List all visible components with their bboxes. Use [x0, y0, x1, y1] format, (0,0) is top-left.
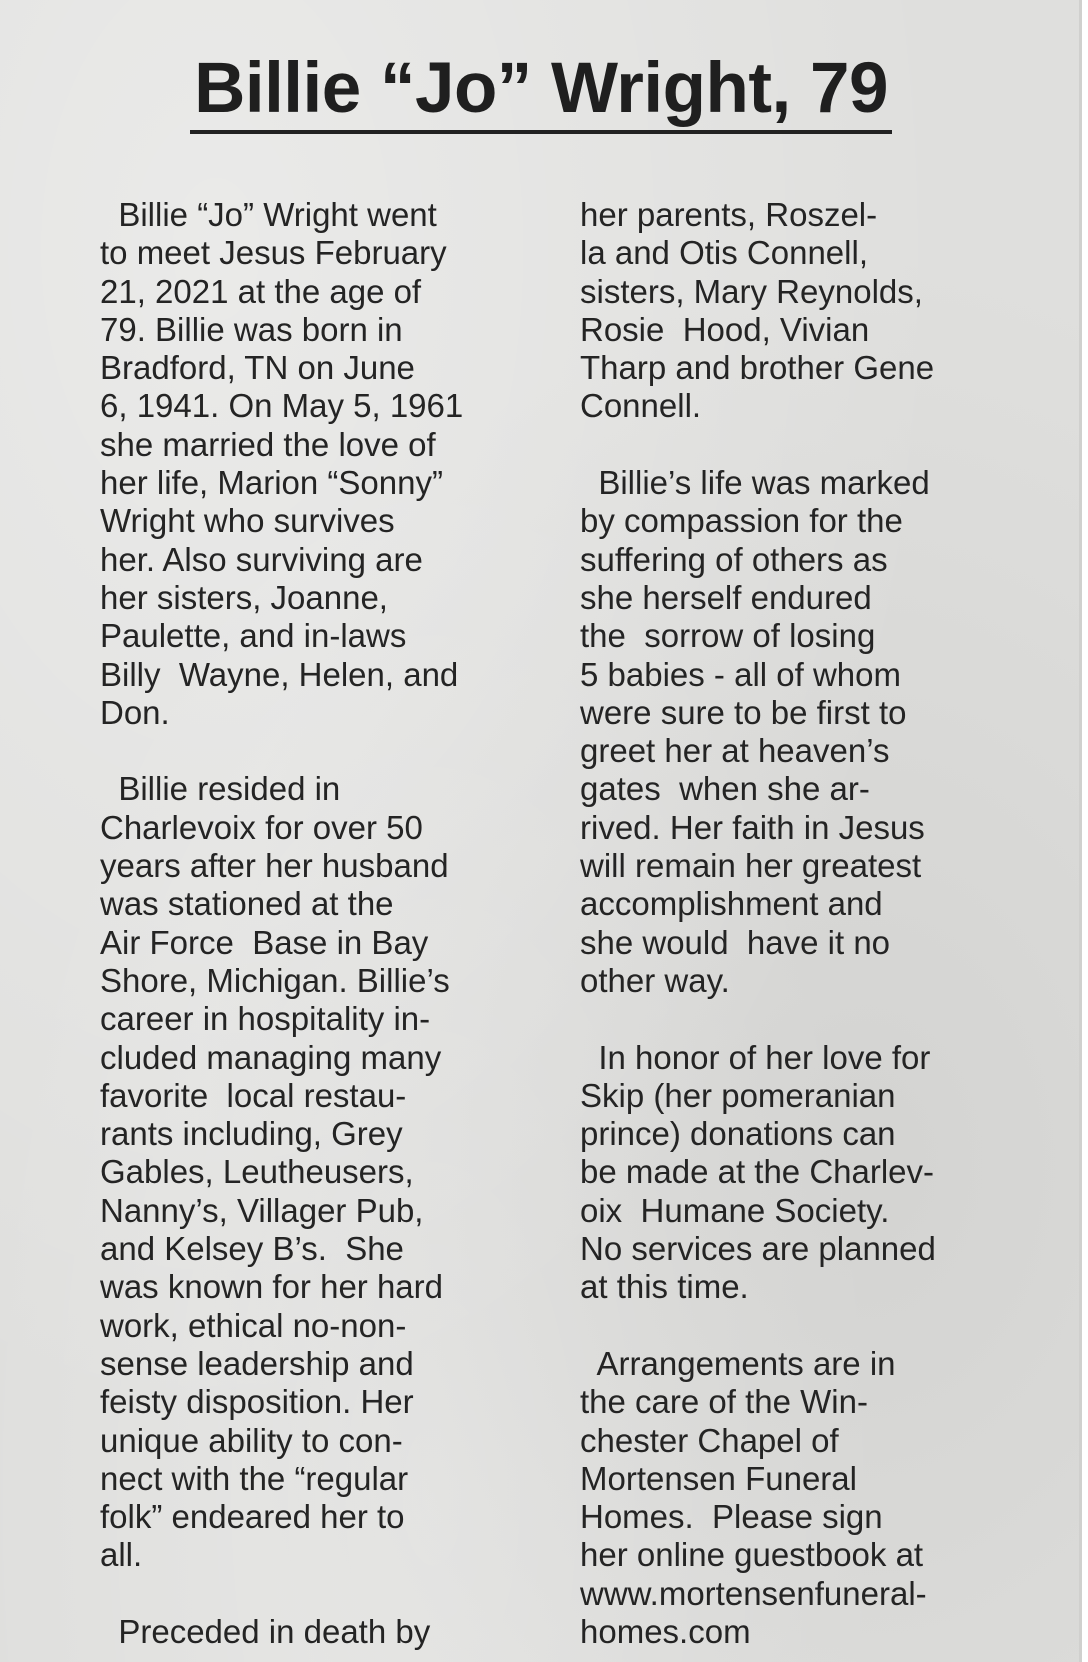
text-line: Preceded in death by	[100, 1612, 431, 1650]
text-line: sisters, Mary Reynolds,	[580, 272, 923, 310]
text-line: accomplishment and	[580, 885, 883, 923]
text-line: nect with the “regular	[100, 1459, 409, 1497]
text-line: homes.com	[580, 1612, 751, 1650]
paragraph-gap	[580, 426, 936, 464]
text-line: will remain her greatest	[580, 847, 922, 885]
text-line: Wright who survives	[100, 502, 395, 540]
text-line: Rosie Hood, Vivian	[580, 310, 870, 348]
text-line: to meet Jesus February	[100, 234, 447, 272]
text-line: was stationed at the	[100, 885, 394, 923]
text-line: were sure to be first to	[580, 693, 907, 731]
text-line: by compassion for the	[580, 502, 903, 540]
text-line: greet her at heaven’s	[580, 732, 890, 770]
text-line: the sorrow of losing	[580, 617, 876, 655]
text-line: career in hospitality in-	[100, 1000, 431, 1038]
text-line: feisty disposition. Her	[100, 1383, 414, 1421]
text-line: prince) donations can	[580, 1115, 896, 1153]
text-line: be made at the Charlev-	[580, 1153, 935, 1191]
text-line: Air Force Base in Bay	[100, 923, 429, 961]
right-paragraph-1	[580, 196, 936, 426]
text-line: chester Chapel of	[580, 1421, 839, 1459]
text-line: Billie “Jo” Wright went	[100, 196, 437, 233]
text-line: Paulette, and in-laws	[100, 617, 407, 655]
left-paragraph-1	[100, 196, 463, 732]
text-line: Connell.	[580, 387, 702, 425]
text-line: la and Otis Connell,	[580, 234, 868, 272]
text-line: the care of the Win-	[580, 1383, 868, 1421]
text-line: Gables, Leutheusers,	[100, 1153, 414, 1191]
text-line: unique ability to con-	[100, 1421, 403, 1459]
text-line: oix Humane Society.	[580, 1191, 890, 1229]
text-line: her online guestbook at	[580, 1536, 924, 1574]
text-line: Don.	[100, 693, 170, 731]
text-line: Nanny’s, Villager Pub,	[100, 1191, 424, 1229]
text-line: 5 babies - all of whom	[580, 655, 901, 693]
left-column	[100, 196, 463, 1651]
text-line: Bradford, TN on June	[100, 349, 415, 387]
text-line: Billie’s life was marked	[580, 464, 930, 502]
text-line: years after her husband	[100, 847, 449, 885]
text-line: at this time.	[580, 1268, 749, 1306]
text-line: Arrangements are in	[580, 1344, 896, 1382]
text-line: 79. Billie was born in	[100, 310, 403, 348]
text-line: gates when she ar-	[580, 770, 870, 808]
text-line: all.	[100, 1536, 143, 1574]
text-line: Homes. Please sign	[580, 1498, 883, 1536]
text-line: her parents, Roszel-	[580, 196, 878, 233]
text-line: No services are planned	[580, 1230, 936, 1268]
obituary-headline	[0, 48, 1082, 134]
text-line: rived. Her faith in Jesus	[580, 808, 925, 846]
paragraph-gap	[100, 1575, 463, 1613]
right-paragraph-3	[580, 1039, 936, 1307]
text-line: folk” endeared her to	[100, 1498, 405, 1536]
left-paragraph-2	[100, 770, 463, 1574]
text-line: 6, 1941. On May 5, 1961	[100, 387, 464, 425]
text-line: www.mortensenfuneral-	[580, 1574, 927, 1612]
paragraph-gap	[580, 1307, 936, 1345]
paragraph-gap	[580, 1000, 936, 1038]
text-line: her life, Marion “Sonny”	[100, 464, 443, 502]
text-line: sense leadership and	[100, 1344, 414, 1382]
text-line: Skip (her pomeranian	[580, 1076, 896, 1114]
text-line: Tharp and brother Gene	[580, 349, 935, 387]
text-line: Shore, Michigan. Billie’s	[100, 961, 450, 999]
left-paragraph-3	[100, 1613, 463, 1651]
text-line: she herself endured	[580, 578, 872, 616]
text-line: Billy Wayne, Helen, and	[100, 655, 459, 693]
text-line: cluded managing many	[100, 1038, 442, 1076]
text-line: her. Also surviving are	[100, 540, 423, 578]
text-line: In honor of her love for	[580, 1038, 931, 1076]
text-line: work, ethical no-non-	[100, 1306, 407, 1344]
text-line: 21, 2021 at the age of	[100, 272, 422, 310]
headline-text: Billie “Jo” Wright, 79	[190, 48, 892, 134]
text-line: was known for her hard	[100, 1268, 444, 1306]
text-line: favorite local restau-	[100, 1076, 407, 1114]
text-line: Mortensen Funeral	[580, 1459, 857, 1497]
paragraph-gap	[100, 732, 463, 770]
right-column	[580, 196, 936, 1651]
text-line: Charlevoix for over 50	[100, 808, 423, 846]
text-line: suffering of others as	[580, 540, 888, 578]
right-paragraph-4	[580, 1345, 936, 1651]
text-line: rants including, Grey	[100, 1115, 403, 1153]
text-line: other way.	[580, 961, 730, 999]
text-line: she would have it no	[580, 923, 891, 961]
right-paragraph-2	[580, 464, 936, 1000]
text-line: and Kelsey B’s. She	[100, 1230, 404, 1268]
text-line: her sisters, Joanne,	[100, 578, 388, 616]
text-line: she married the love of	[100, 425, 436, 463]
text-line: Billie resided in	[100, 770, 341, 808]
